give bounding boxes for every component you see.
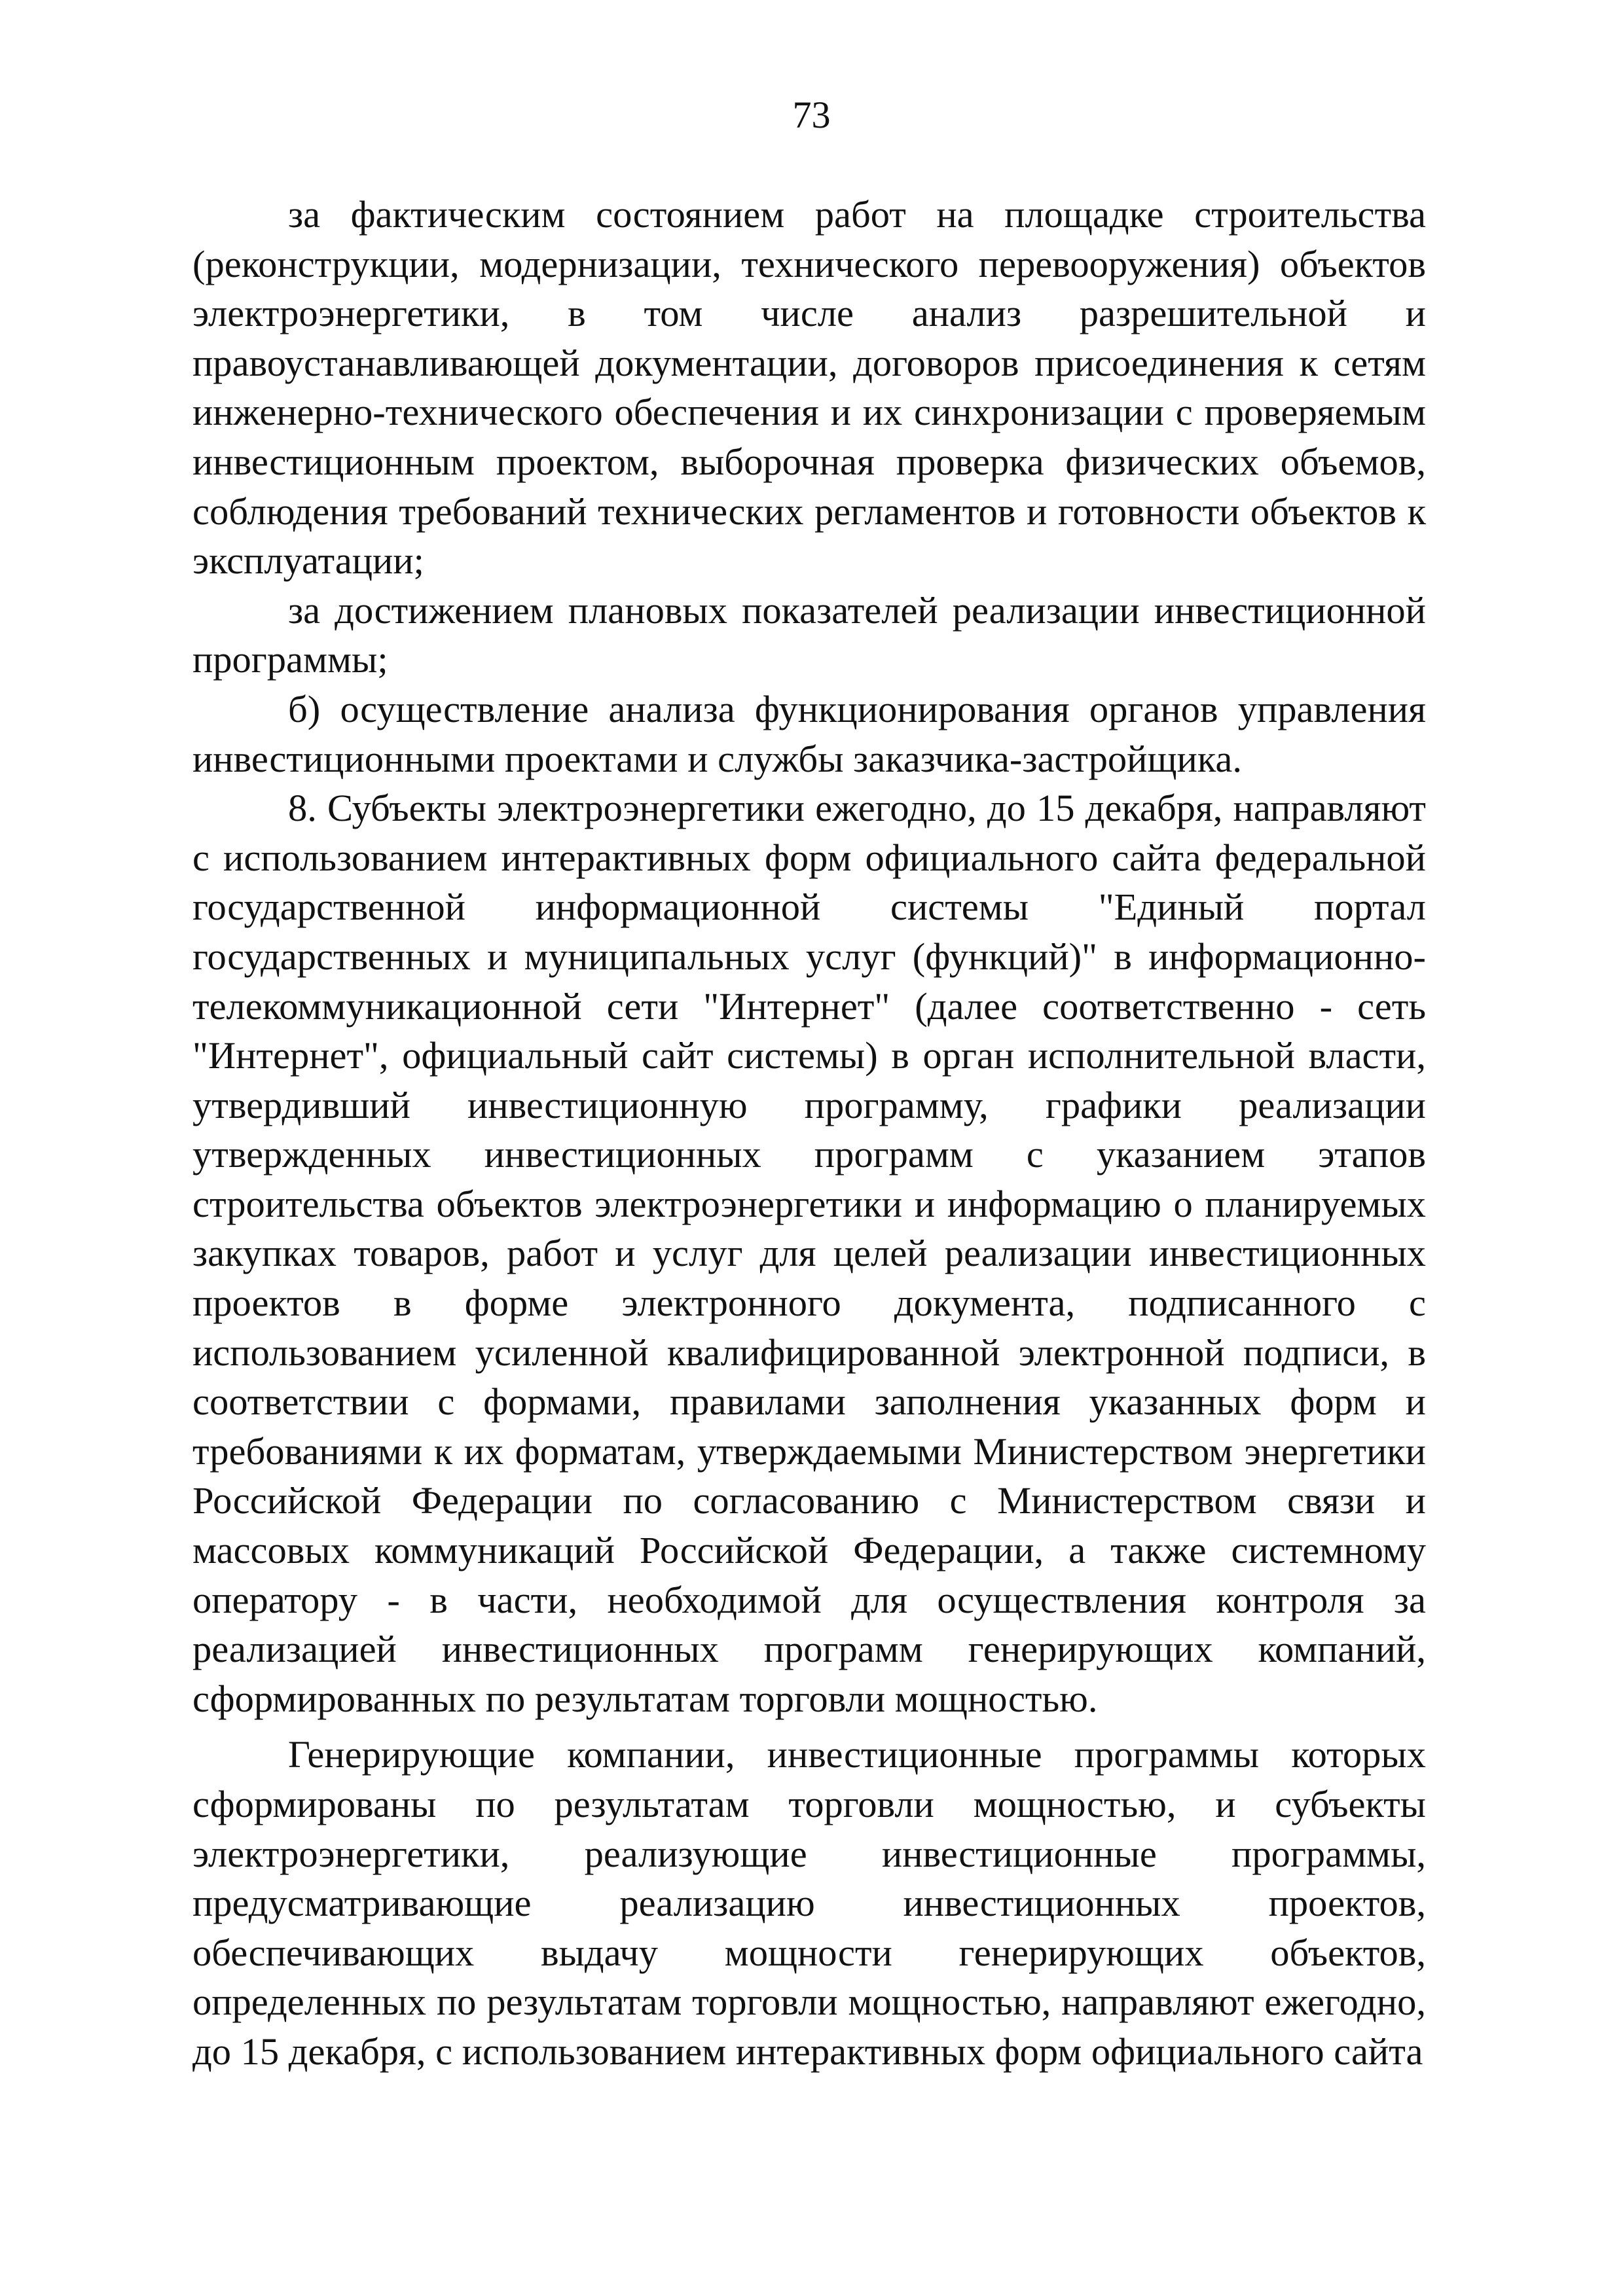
- paragraph-planned-indicators: за достижением плановых показателей реализации инвестиционной программы;: [192, 588, 1426, 681]
- paragraph-construction-status: за фактическим состоянием работ на площадке строительства (реконструкции, модернизации, технического перевооружения) объектов электроэнергетики, в том числе анализ разрешительной и правоустанавливающей документации, договоров присоединения к сетям инженерно-технического обеспечения и их синхронизации с проверяемым инвестиционным проектом, выборочная проверка физических объемов, соблюдения требований технических регламентов и готовности объектов к эксплуатации;: [192, 193, 1426, 583]
- paragraph-item-8: 8. Субъекты электроэнергетики ежегодно, до 15 декабря, направляют с использованием интерактивных форм официального сайта федеральной государственной информационной системы "Единый портал государственных и муниципальных услуг (функций)" в информационно-телекоммуникационной сети "Интернет" (далее соответственно - сеть "Интернет", официальный сайт системы) в орган исполнительной власти, утвердивший инвестиционную программу, графики реализации утвержденных инвестиционных программ с указанием этапов строительства объектов электроэнергетики и информацию о планируемых закупках товаров, работ и услуг для целей реализации инвестиционных проектов в форме электронного документа, подписанного с использованием усиленной квалифицированной электронной подписи, в соответствии с формами, правилами заполнения указанных форм и требованиями к их форматам, утверждаемыми Министерством энергетики Российской Федерации по согласованию с Министерством связи и массовых коммуникаций Российской Федерации, а также системному оператору - в части, необходимой для осуществления контроля за реализацией инвестиционных программ генерирующих компаний, сформированных по результатам торговли мощностью.: [192, 787, 1426, 1720]
- paragraph-item-b: б) осуществление анализа функционирования органов управления инвестиционными проектами и службы заказчика-застройщика.: [192, 687, 1426, 780]
- page-number: 73: [792, 94, 831, 136]
- document-body: [192, 190, 1426, 2077]
- paragraph-generating-companies: Генерирующие компании, инвестиционные программы которых сформированы по результатам торговли мощностью, и субъекты электроэнергетики, реализующие инвестиционные программы, предусматривающие реализацию инвестиционных проектов, обеспечивающих выдачу мощности генерирующих объектов, определенных по результатам торговли мощностью, направляют ежегодно, до 15 декабря, с использованием интерактивных форм официального сайта: [192, 1733, 1426, 2073]
